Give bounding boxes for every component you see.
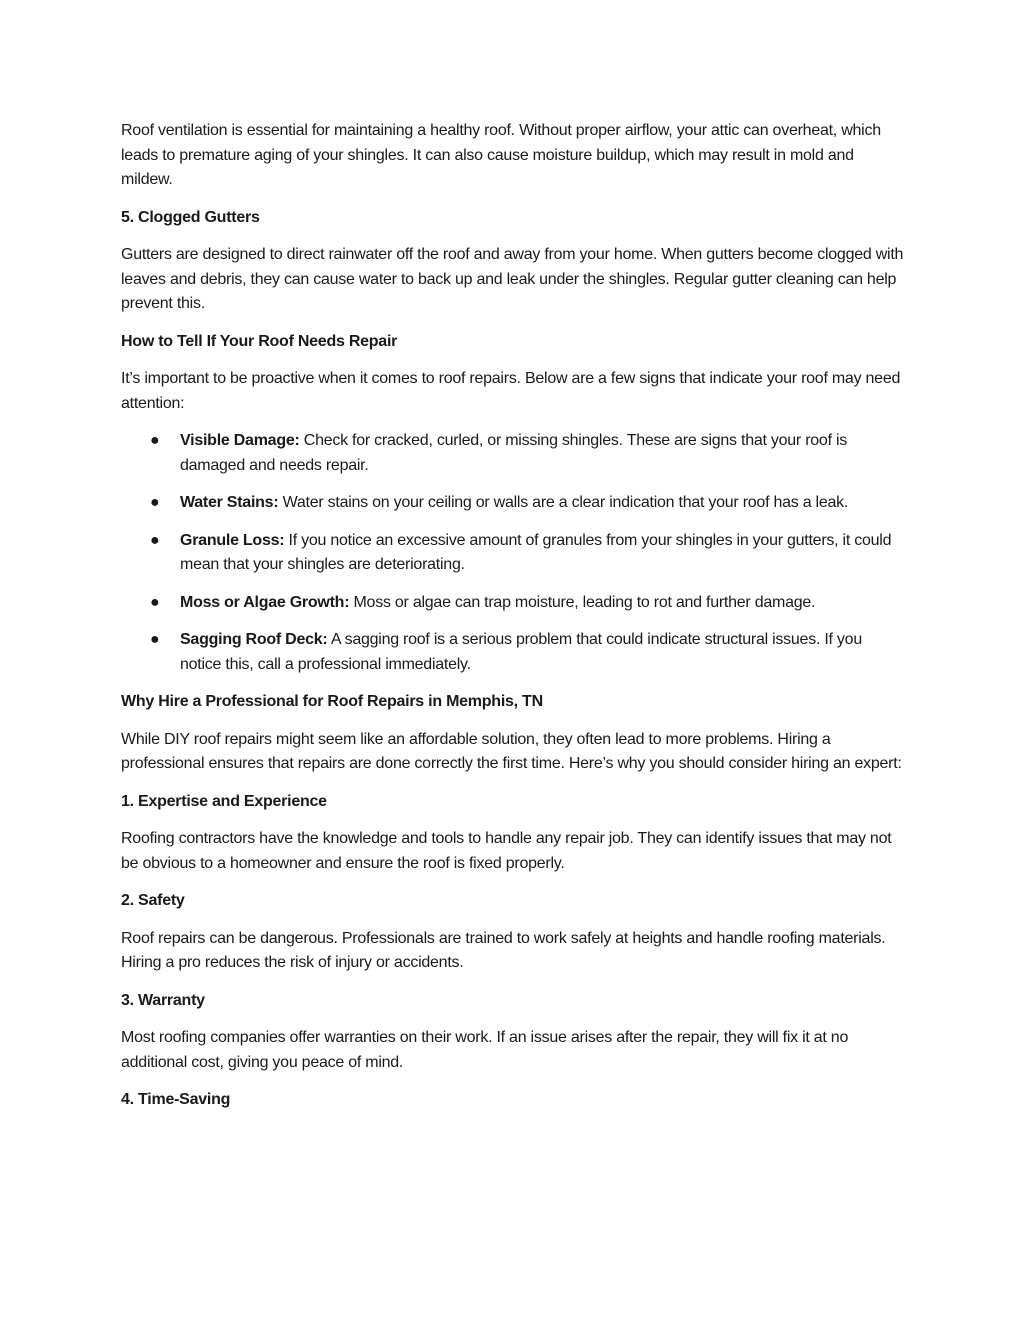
paragraph-diy: While DIY roof repairs might seem like an affordable solution, they often lead to more problems. Hiring a professional ensures that repairs are done correctly the first time. Here’s why you should consider hiring an expert: xyxy=(121,730,902,772)
paragraph-gutters: Gutters are designed to direct rainwater off the roof and away from your home. When gutters become clogged with leaves and debris, they can cause water to back up and leak under the shingles. Regular gutter cleaning can help prevent this. xyxy=(121,246,904,312)
list-item-term: Water Stains: xyxy=(180,494,279,511)
list-item-term: Visible Damage: xyxy=(180,432,300,449)
bullet-icon: ● xyxy=(150,494,160,511)
heading-clogged-gutters: 5. Clogged Gutters xyxy=(121,208,260,226)
heading-how-to-tell: How to Tell If Your Roof Needs Repair xyxy=(121,332,398,350)
heading-why-hire: Why Hire a Professional for Roof Repairs in Memphis, TN xyxy=(121,693,543,710)
list-item-moss-algae xyxy=(121,591,907,616)
heading-expertise: 1. Expertise and Experience xyxy=(121,792,327,810)
paragraph-contractors: Roofing contractors have the knowledge and tools to handle any repair job. They can identify issues that may not be obvious to a homeowner and ensure the roof is fixed properly. xyxy=(121,830,892,872)
paragraph-proactive: It’s important to be proactive when it comes to roof repairs. Below are a few signs that indicate your roof may need attention: xyxy=(121,370,901,412)
paragraph-roof-ventilation: Roof ventilation is essential for maintaining a healthy roof. Without proper airflow, your attic can overheat, which leads to premature aging of your shingles. It can also cause moisture buildup, which may result in mold and mildew. xyxy=(121,122,881,188)
paragraph-warranty: Most roofing companies offer warranties on their work. If an issue arises after the repair, they will fix it at no additional cost, giving you peace of mind. xyxy=(121,1029,849,1071)
bullet-icon: ● xyxy=(150,432,160,449)
list-item-sagging-deck xyxy=(121,628,907,677)
list-item-text: If you notice an excessive amount of granules from your shingles in your gutters, it could mean that your shingles are deteriorating. xyxy=(180,531,892,573)
list-item-granule-loss xyxy=(121,529,907,578)
list-item-text: Moss or algae can trap moisture, leading to rot and further damage. xyxy=(349,593,816,611)
paragraph-safety: Roof repairs can be dangerous. Professionals are trained to work safely at heights and handle roofing materials. Hiring a pro reduces the risk of injury or accidents. xyxy=(121,929,886,971)
heading-safety: 2. Safety xyxy=(121,892,185,909)
list-item-term: Sagging Roof Deck: xyxy=(180,631,328,648)
signs-list xyxy=(121,429,907,677)
document-page xyxy=(121,119,907,1113)
heading-warranty: 3. Warranty xyxy=(121,991,205,1009)
list-item-term: Granule Loss: xyxy=(180,531,285,549)
list-item-text: Check for cracked, curled, or missing shingles. These are signs that your roof is damaged and needs repair. xyxy=(180,432,848,474)
bullet-icon: ● xyxy=(150,631,160,648)
list-item-text: Water stains on your ceiling or walls are a clear indication that your roof has a leak. xyxy=(278,494,849,511)
list-item-term: Moss or Algae Growth: xyxy=(180,593,350,611)
bullet-icon: ● xyxy=(150,531,160,549)
list-item-visible-damage xyxy=(121,429,907,478)
list-item-water-stains xyxy=(121,491,907,516)
bullet-icon: ● xyxy=(150,593,160,611)
list-item-text: A sagging roof is a serious problem that could indicate structural issues. If you notice this, call a professional immediately. xyxy=(180,631,862,673)
heading-time-saving: 4. Time-Saving xyxy=(121,1091,231,1108)
